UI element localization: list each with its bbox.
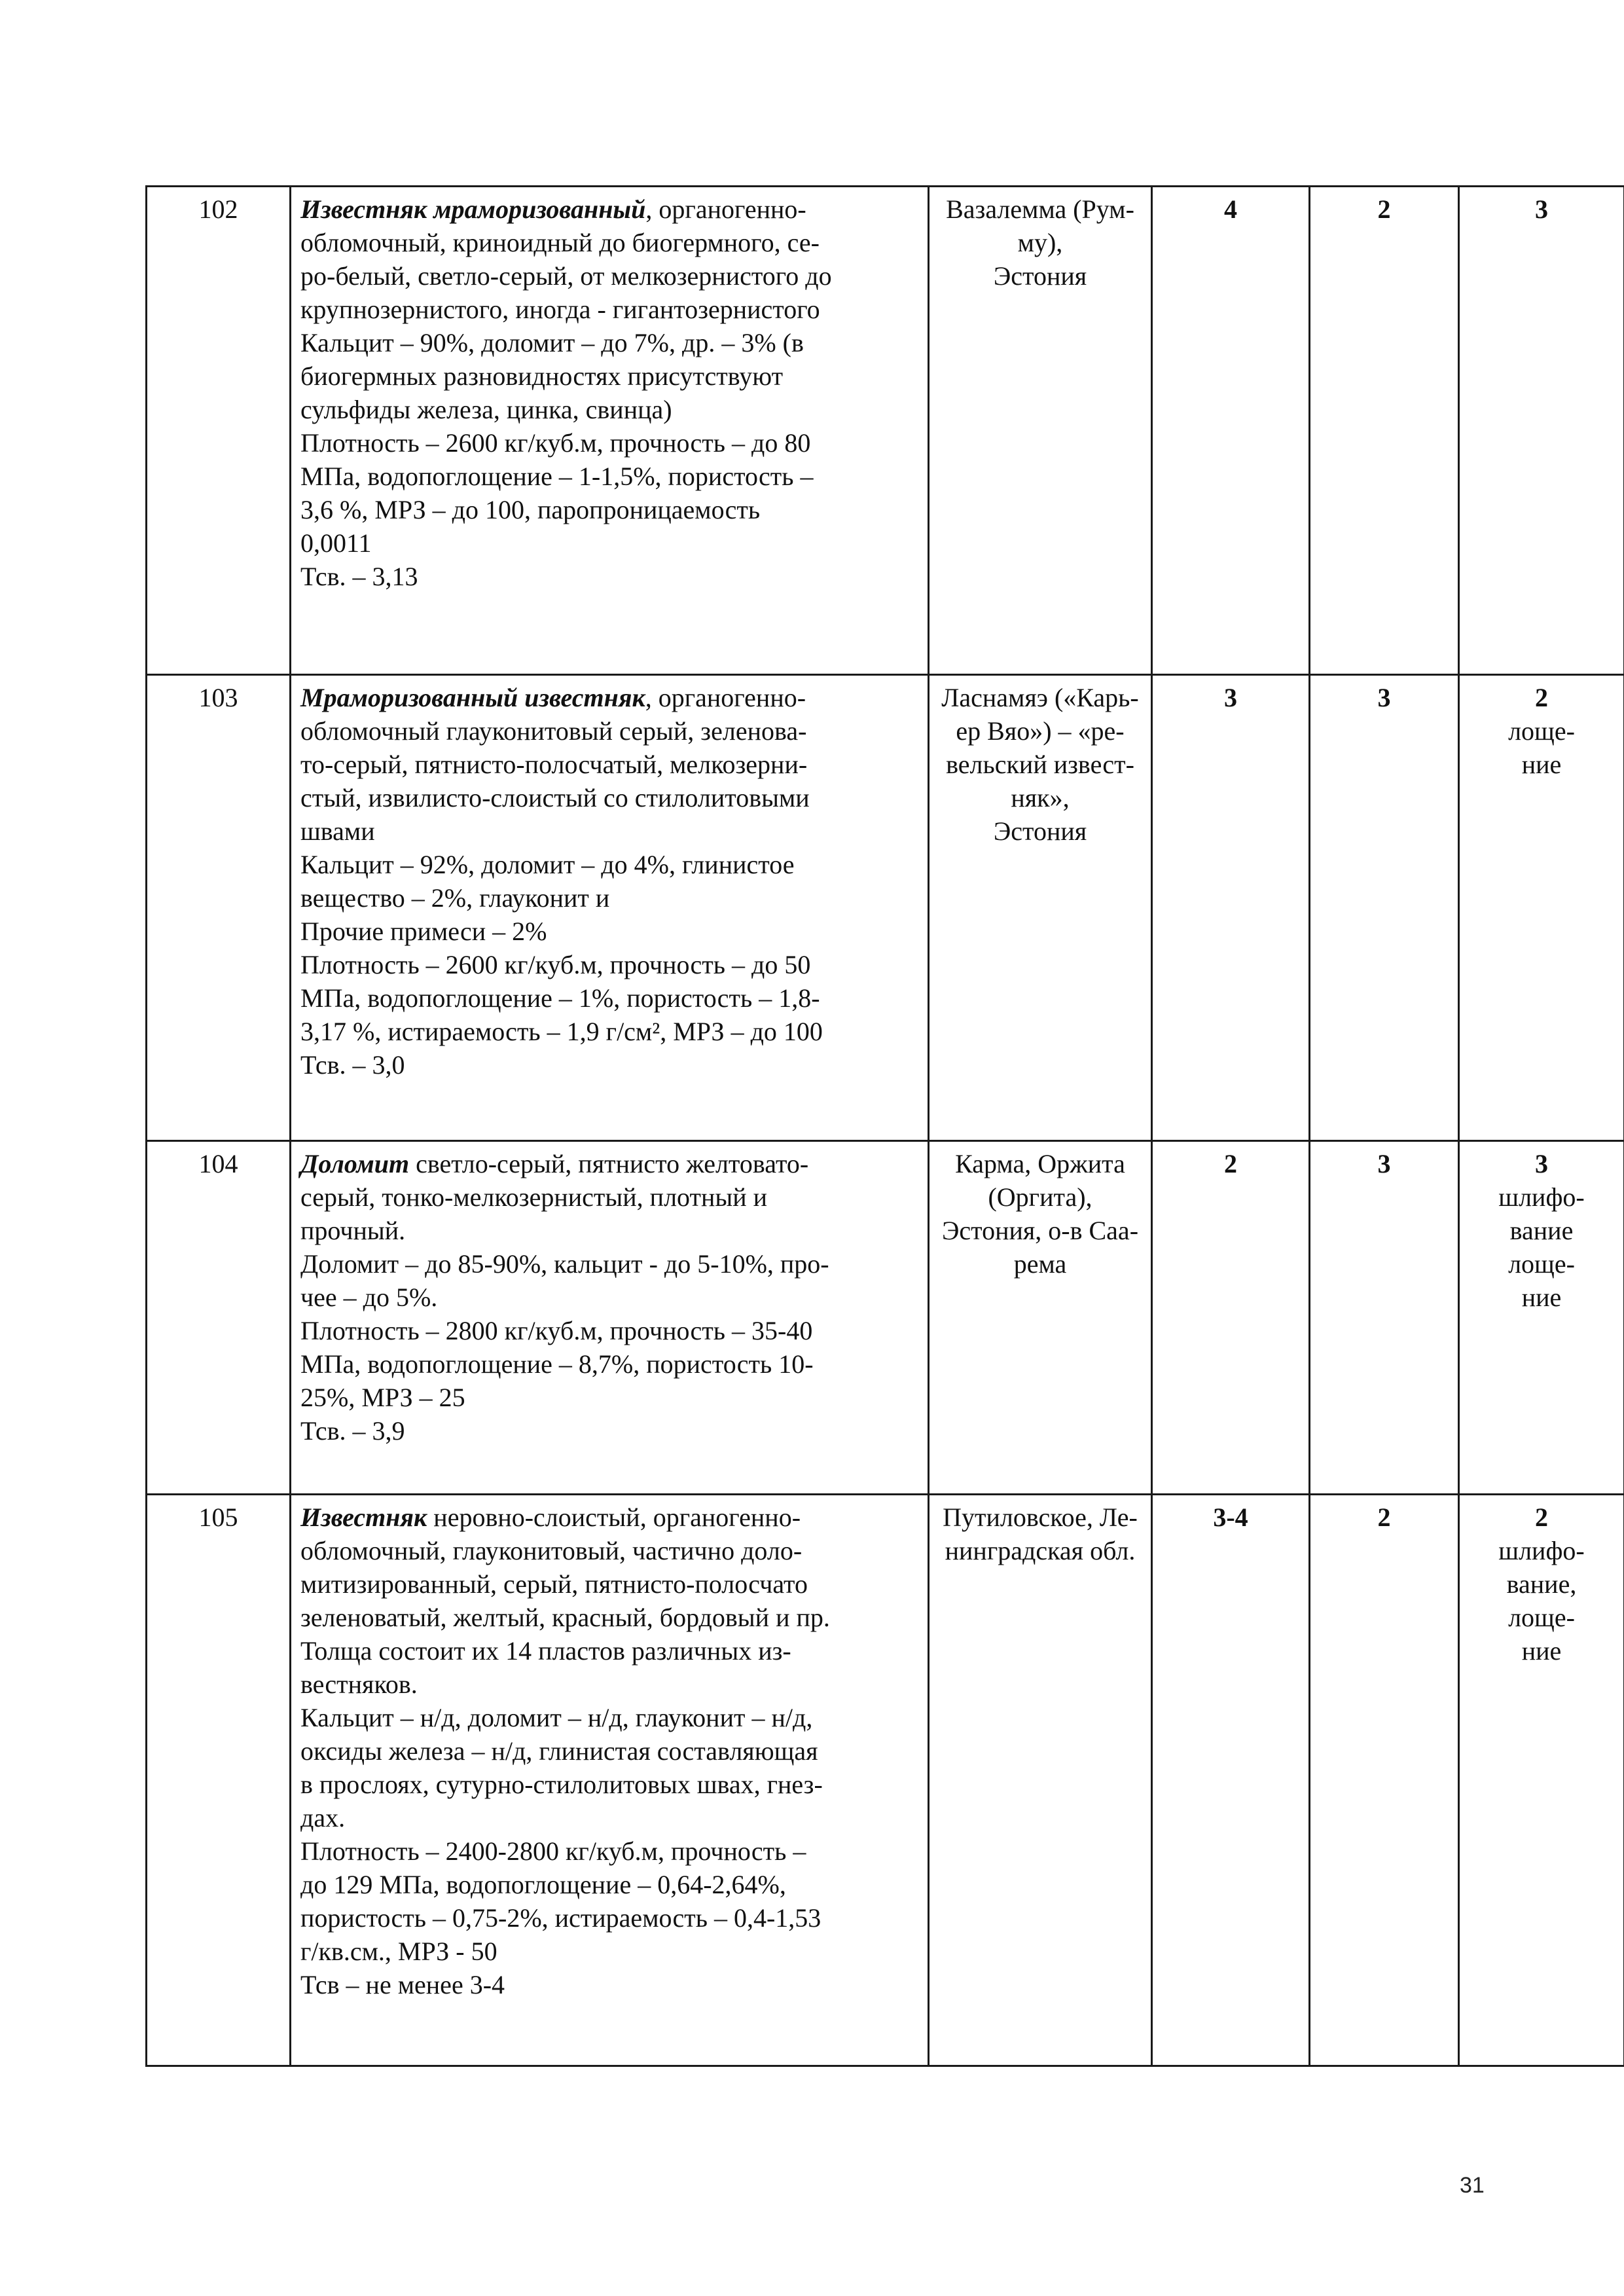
row-number-cell xyxy=(147,675,291,1141)
score-cell-3 xyxy=(1459,675,1624,1141)
processing-method-line: шлифо- xyxy=(1498,1536,1585,1565)
description-line: обломочный глауконитовый серый, зеленова- xyxy=(300,716,807,746)
score-value: 3 xyxy=(1535,1149,1548,1178)
description-line: зеленоватый, желтый, красный, бордовый и пр. xyxy=(300,1603,830,1632)
processing-method-line: вание, xyxy=(1506,1569,1577,1599)
description-line: вестняков. xyxy=(300,1669,418,1699)
location-line: Эстония, о-в Саа- xyxy=(941,1216,1139,1245)
deposit-location-cell xyxy=(929,187,1152,675)
description-line: Тсв. – 3,13 xyxy=(300,562,418,591)
score-cell-1 xyxy=(1152,675,1310,1141)
location-line: Эстония xyxy=(993,261,1087,291)
location-line: Вазалемма (Рум- xyxy=(946,194,1134,224)
description-line: оксиды железа – н/д, глинистая составляющая xyxy=(300,1736,818,1766)
location-line: Карма, Оржита xyxy=(955,1149,1125,1178)
location-line: ер Вяо») – «ре- xyxy=(956,716,1125,746)
score-value: 2 xyxy=(1535,683,1548,712)
row-number-cell xyxy=(147,1495,291,2066)
description-line: чее – до 5%. xyxy=(300,1283,438,1312)
description-line: 3,17 %, истираемость – 1,9 г/см², МРЗ – до 100 xyxy=(300,1017,823,1046)
page-number: 31 xyxy=(1460,2173,1485,2198)
stone-catalog-table xyxy=(145,185,1624,2067)
location-line: рема xyxy=(1013,1249,1067,1279)
description-line: Плотность – 2600 кг/куб.м, прочность – до 80 xyxy=(300,428,811,458)
description-line xyxy=(300,192,918,226)
description-line: Кальцит – 92%, доломит – до 4%, глинистое xyxy=(300,850,795,879)
stone-description-cell xyxy=(291,675,929,1141)
stone-description-cell xyxy=(291,187,929,675)
description-line: Тсв. – 3,9 xyxy=(300,1416,405,1446)
description-line: Кальцит – 90%, доломит – до 7%, др. – 3% (в xyxy=(300,328,804,357)
deposit-location-cell xyxy=(929,675,1152,1141)
score-cell-2 xyxy=(1310,187,1459,675)
score-value: 3-4 xyxy=(1213,1503,1248,1532)
description-line: в прослоях, сутурно-стилолитовых швах, гнез- xyxy=(300,1770,823,1799)
description-line: пористость – 0,75-2%, истираемость – 0,4-1,53 xyxy=(300,1903,821,1933)
description-line: ро-белый, светло-серый, от мелкозернистого до xyxy=(300,261,832,291)
row-number-cell xyxy=(147,1141,291,1495)
description-line: стый, извилисто-слоистый со стилолитовыми xyxy=(300,783,810,812)
location-line: вельский извест- xyxy=(946,750,1134,779)
description-line: Толща состоит их 14 пластов различных из- xyxy=(300,1636,791,1666)
stone-description-cell xyxy=(291,1495,929,2066)
description-line: Доломит – до 85-90%, кальцит - до 5-10%, про- xyxy=(300,1249,829,1279)
score-value: 3 xyxy=(1377,683,1391,712)
description-line: МПа, водопоглощение – 1-1,5%, пористость – xyxy=(300,462,814,491)
processing-method-line: ние xyxy=(1521,1283,1562,1312)
description-line xyxy=(300,1147,918,1180)
deposit-location-cell xyxy=(929,1495,1152,2066)
description-line: Кальцит – н/д, доломит – н/д, глауконит – н/д, xyxy=(300,1703,813,1732)
stone-name: Известняк мраморизованный xyxy=(300,194,646,224)
location-line: (Оргита), xyxy=(988,1182,1092,1212)
processing-method-line: лоще- xyxy=(1508,716,1575,746)
table-body xyxy=(147,187,1624,2066)
table-row xyxy=(147,1495,1624,2066)
description-line: Тсв. – 3,0 xyxy=(300,1050,405,1080)
description-line: Плотность – 2600 кг/куб.м, прочность – до 50 xyxy=(300,950,811,979)
score-value: 2 xyxy=(1224,1149,1237,1178)
score-cell-2 xyxy=(1310,675,1459,1141)
description-line: 0,0011 xyxy=(300,528,372,558)
row-number: 103 xyxy=(198,683,238,712)
processing-method-line: лоще- xyxy=(1508,1249,1575,1279)
score-cell-1 xyxy=(1152,1141,1310,1495)
description-line: 3,6 %, МРЗ – до 100, паропроницаемость xyxy=(300,495,761,524)
location-line: нинградская обл. xyxy=(945,1536,1136,1565)
row-number: 102 xyxy=(198,194,238,224)
description-line: до 129 МПа, водопоглощение – 0,64-2,64%, xyxy=(300,1870,786,1899)
table-row xyxy=(147,1141,1624,1495)
location-line: Ласнамяэ («Карь- xyxy=(941,683,1139,712)
stone-name: Мраморизованный известняк xyxy=(300,683,645,712)
score-cell-3 xyxy=(1459,1141,1624,1495)
description-line: обломочный, глауконитовый, частично доло- xyxy=(300,1536,803,1565)
description-line: вещество – 2%, глауконит и xyxy=(300,883,610,913)
description-line: Прочие примеси – 2% xyxy=(300,917,547,946)
processing-method-line: ние xyxy=(1521,750,1562,779)
table-row xyxy=(147,675,1624,1141)
score-cell-2 xyxy=(1310,1141,1459,1495)
score-cell-1 xyxy=(1152,187,1310,675)
stone-name: Известняк xyxy=(300,1503,427,1532)
description-line xyxy=(300,681,918,714)
description-line: сульфиды железа, цинка, свинца) xyxy=(300,395,672,424)
description-line: Плотность – 2400-2800 кг/куб.м, прочность – xyxy=(300,1836,806,1866)
location-line: Эстония xyxy=(993,816,1087,846)
description-line: г/кв.см., МРЗ - 50 xyxy=(300,1937,497,1966)
score-value: 4 xyxy=(1224,194,1237,224)
score-value: 3 xyxy=(1224,683,1237,712)
stone-name: Доломит xyxy=(300,1149,410,1178)
row-number-cell xyxy=(147,187,291,675)
description-line: швами xyxy=(300,816,375,846)
score-value: 2 xyxy=(1377,194,1391,224)
description-line: прочный. xyxy=(300,1216,406,1245)
description-line: 25%, МРЗ – 25 xyxy=(300,1383,465,1412)
location-line: няк», xyxy=(1011,783,1070,812)
location-line: Путиловское, Ле- xyxy=(943,1503,1138,1532)
description-line xyxy=(300,1501,918,1534)
description-line: дах. xyxy=(300,1803,346,1832)
score-value: 2 xyxy=(1535,1503,1548,1532)
stone-description-cell xyxy=(291,1141,929,1495)
score-value: 3 xyxy=(1377,1149,1391,1178)
processing-method-line: ние xyxy=(1521,1636,1562,1666)
description-line: Тсв – не менее 3-4 xyxy=(300,1970,505,1999)
row-number: 105 xyxy=(198,1503,238,1532)
row-number: 104 xyxy=(198,1149,238,1178)
processing-method-line: вание xyxy=(1509,1216,1574,1245)
table-row xyxy=(147,187,1624,675)
score-cell-3 xyxy=(1459,187,1624,675)
description-text: неровно-слоистый, органогенно- xyxy=(427,1503,801,1532)
processing-method-line: лоще- xyxy=(1508,1603,1575,1632)
description-text: светло-серый, пятнисто желтовато- xyxy=(409,1149,809,1178)
description-line: МПа, водопоглощение – 1%, пористость – 1,8- xyxy=(300,983,820,1013)
description-line: то-серый, пятнисто-полосчатый, мелкозерни- xyxy=(300,750,808,779)
score-cell-2 xyxy=(1310,1495,1459,2066)
description-line: МПа, водопоглощение – 8,7%, пористость 10- xyxy=(300,1349,814,1379)
deposit-location-cell xyxy=(929,1141,1152,1495)
description-line: крупнозернистого, иногда - гигантозернистого xyxy=(300,295,820,324)
description-line: Плотность – 2800 кг/куб.м, прочность – 35-40 xyxy=(300,1316,813,1345)
score-cell-1 xyxy=(1152,1495,1310,2066)
score-value: 2 xyxy=(1377,1503,1391,1532)
description-line: обломочный, криноидный до биогермного, се- xyxy=(300,228,820,257)
description-text: , органогенно- xyxy=(645,194,806,224)
description-text: , органогенно- xyxy=(645,683,806,712)
processing-method-line: шлифо- xyxy=(1498,1182,1585,1212)
location-line: му), xyxy=(1017,228,1063,257)
score-value: 3 xyxy=(1535,194,1548,224)
description-line: серый, тонко-мелкозернистый, плотный и xyxy=(300,1182,768,1212)
description-line: биогермных разновидностях присутствуют xyxy=(300,361,784,391)
description-line: митизированный, серый, пятнисто-полосчато xyxy=(300,1569,808,1599)
score-cell-3 xyxy=(1459,1495,1624,2066)
